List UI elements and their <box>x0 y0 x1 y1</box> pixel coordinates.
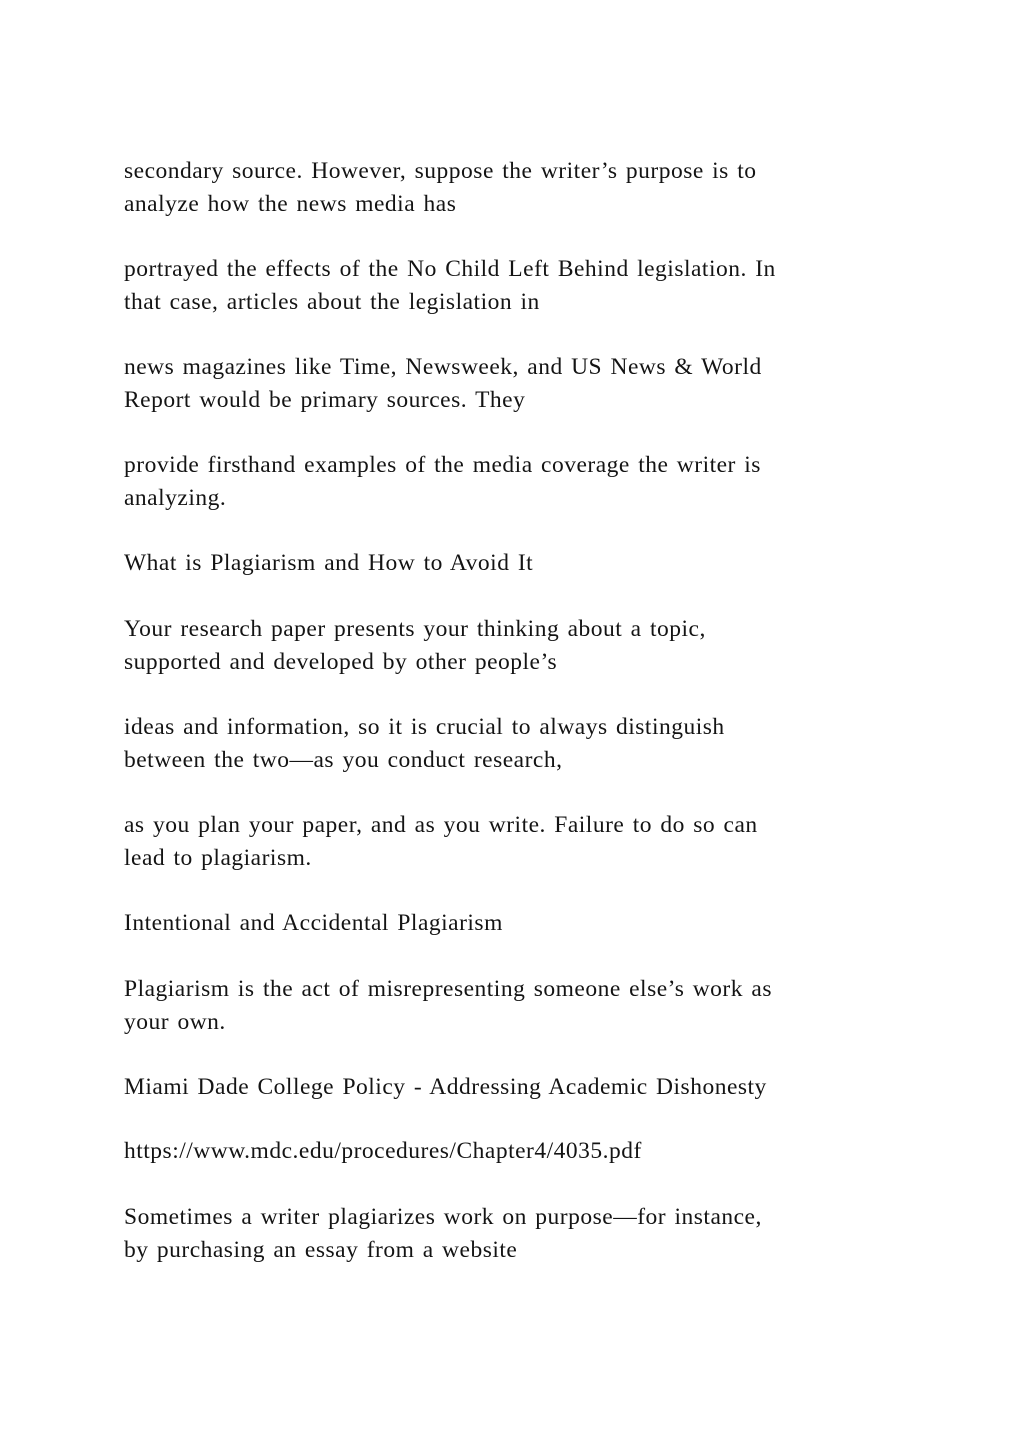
paragraph-plan-your-paper <box>124 809 914 875</box>
text-line: your own. <box>124 1009 226 1035</box>
text-line: portrayed the effects of the No Child Left Behind legislation. In <box>124 256 776 282</box>
text-line: lead to plagiarism. <box>124 845 312 871</box>
text-line: that case, articles about the legislation in <box>124 289 540 315</box>
text-line: What is Plagiarism and How to Avoid It <box>124 550 534 576</box>
text-line: between the two—as you conduct research, <box>124 747 563 773</box>
text-line: news magazines like Time, Newsweek, and US News & World <box>124 354 762 380</box>
text-line: provide firsthand examples of the media coverage the writer is <box>124 452 761 478</box>
text-line: as you plan your paper, and as you write. Failure to do so can <box>124 812 758 838</box>
heading-what-is-plagiarism <box>124 547 914 580</box>
paragraph-plagiarizes-on-purpose <box>124 1201 914 1267</box>
paragraph-policy-url <box>124 1135 914 1168</box>
text-line: Sometimes a writer plagiarizes work on purpose—for instance, <box>124 1204 762 1230</box>
paragraph-ideas-and-information <box>124 711 914 777</box>
text-line: Plagiarism is the act of misrepresenting someone else’s work as <box>124 976 772 1002</box>
text-line: supported and developed by other people’s <box>124 649 558 675</box>
paragraph-research-paper <box>124 613 914 679</box>
paragraph-firsthand-examples <box>124 449 914 515</box>
paragraph-plagiarism-definition <box>124 973 914 1039</box>
text-line: https://www.mdc.edu/procedures/Chapter4/4035.pdf <box>124 1138 642 1164</box>
text-line: analyzing. <box>124 485 227 511</box>
paragraph-no-child-left-behind <box>124 253 914 319</box>
text-line: Your research paper presents your thinking about a topic, <box>124 616 706 642</box>
text-line: analyze how the news media has <box>124 191 457 217</box>
text-line: ideas and information, so it is crucial to always distinguish <box>124 714 725 740</box>
paragraph-mdc-policy <box>124 1071 914 1104</box>
text-line: secondary source. However, suppose the writer’s purpose is to <box>124 158 757 184</box>
text-line: Miami Dade College Policy - Addressing Academic Dishonesty <box>124 1074 767 1100</box>
paragraph-secondary-source <box>124 155 914 221</box>
text-line: Intentional and Accidental Plagiarism <box>124 910 503 936</box>
text-line: by purchasing an essay from a website <box>124 1237 518 1263</box>
paragraph-news-magazines <box>124 351 914 417</box>
heading-intentional-accidental <box>124 907 914 940</box>
text-line: Report would be primary sources. They <box>124 387 526 413</box>
